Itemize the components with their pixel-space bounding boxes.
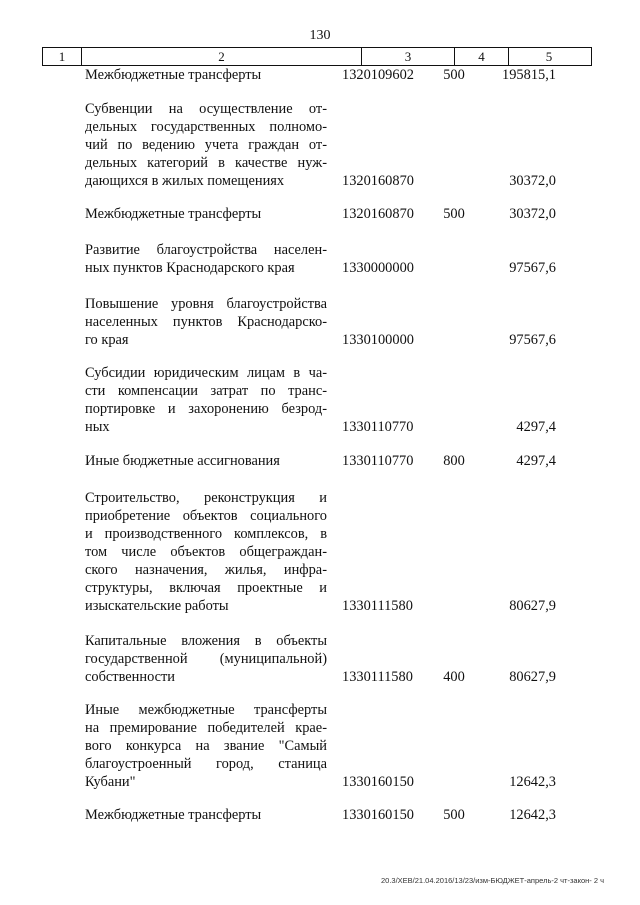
description-line: дельных категорий в качестве нуж- — [85, 155, 327, 171]
header-col-1: 1 — [43, 48, 82, 65]
row-description — [85, 66, 327, 84]
row-description — [85, 364, 327, 436]
target-article-code: 1330111580 — [342, 669, 413, 685]
description-line: Субвенции на осуществление от- — [85, 101, 327, 117]
amount-value: 30372,0 — [509, 206, 556, 222]
amount-value: 80627,9 — [509, 669, 556, 685]
description-line: дельных государственных полномо- — [85, 119, 327, 135]
description-line: Иные межбюджетные трансферты — [85, 702, 327, 718]
amount-value: 97567,6 — [509, 332, 556, 348]
description-line: Межбюджетные трансферты — [85, 807, 262, 823]
description-line: Строительство, реконструкция и — [85, 490, 327, 506]
description-line: структуры, включая проектные и — [85, 580, 327, 596]
header-col-3: 3 — [362, 48, 455, 65]
description-line: Повышение уровня благоустройства — [85, 296, 327, 312]
description-line: государственной (муниципальной) — [85, 651, 327, 667]
target-article-code: 1320160870 — [342, 173, 414, 189]
description-line: и производственного комплексов, в — [85, 526, 327, 542]
expense-type-code: 500 — [443, 807, 465, 823]
target-article-code: 1330160150 — [342, 774, 414, 790]
description-line: приобретение объектов социального — [85, 508, 327, 524]
amount-value: 12642,3 — [509, 807, 556, 823]
row-description — [85, 806, 327, 824]
description-line: ных пунктов Краснодарского края — [85, 260, 295, 276]
row-description — [85, 632, 327, 686]
row-description — [85, 100, 327, 190]
description-line: изыскательские работы — [85, 598, 229, 614]
header-col-4: 4 — [455, 48, 509, 65]
row-description — [85, 295, 327, 349]
expense-type-code: 800 — [443, 453, 465, 469]
description-line: населенных пунктов Краснодарско- — [85, 314, 327, 330]
description-line: ского назначения, жилья, инфра- — [85, 562, 327, 578]
description-line: Капитальные вложения в объекты — [85, 633, 327, 649]
row-description — [85, 205, 327, 223]
description-line: сти компенсации затрат по транс- — [85, 383, 327, 399]
description-line: ных — [85, 419, 110, 435]
description-line: чий по ведению учета граждан от- — [85, 137, 327, 153]
amount-value: 97567,6 — [509, 260, 556, 276]
expense-type-code: 400 — [443, 669, 465, 685]
amount-value: 4297,4 — [516, 453, 556, 469]
amount-value: 195815,1 — [502, 67, 556, 83]
expense-type-code: 500 — [443, 67, 465, 83]
row-description — [85, 241, 327, 277]
target-article-code: 1330110770 — [342, 453, 414, 469]
description-line: портировке и захоронению безрод- — [85, 401, 327, 417]
target-article-code: 1320160870 — [342, 206, 414, 222]
amount-value: 12642,3 — [509, 774, 556, 790]
table-header — [42, 47, 592, 66]
target-article-code: 1330110770 — [342, 419, 414, 435]
description-line: благоустроенный город, станица — [85, 756, 327, 772]
description-line: Кубани" — [85, 774, 136, 790]
row-description — [85, 701, 327, 791]
target-article-code: 1330000000 — [342, 260, 414, 276]
description-line: Межбюджетные трансферты — [85, 206, 262, 222]
expense-type-code: 500 — [443, 206, 465, 222]
amount-value: 80627,9 — [509, 598, 556, 614]
description-line: собственности — [85, 669, 176, 685]
target-article-code: 1330100000 — [342, 332, 414, 348]
row-description — [85, 452, 327, 470]
footer-note: 20.3/ХЕВ/21.04.2016/13/23/изм-БЮДЖЕТ-апрель-2 чт-закон- 2 ч — [380, 876, 604, 885]
description-line: Развитие благоустройства населен- — [85, 242, 327, 258]
description-line: дающихся в жилых помещениях — [85, 173, 285, 189]
description-line: на премирование победителей крае- — [85, 720, 327, 736]
row-description — [85, 489, 327, 615]
amount-value: 4297,4 — [516, 419, 556, 435]
description-line: Иные бюджетные ассигнования — [85, 453, 280, 469]
description-line: вого конкурса на звание "Самый — [85, 738, 327, 754]
target-article-code: 1330111580 — [342, 598, 413, 614]
target-article-code: 1330160150 — [342, 807, 414, 823]
header-col-5: 5 — [545, 48, 553, 64]
description-line: Субсидии юридическим лицам в ча- — [85, 365, 327, 381]
description-line: го края — [85, 332, 129, 348]
amount-value: 30372,0 — [509, 173, 556, 189]
description-line: том числе объектов общеграждан- — [85, 544, 327, 560]
target-article-code: 1320109602 — [342, 67, 414, 83]
description-line: Межбюджетные трансферты — [85, 67, 262, 83]
page-number: 130 — [309, 28, 331, 43]
header-col-2: 2 — [82, 48, 362, 65]
